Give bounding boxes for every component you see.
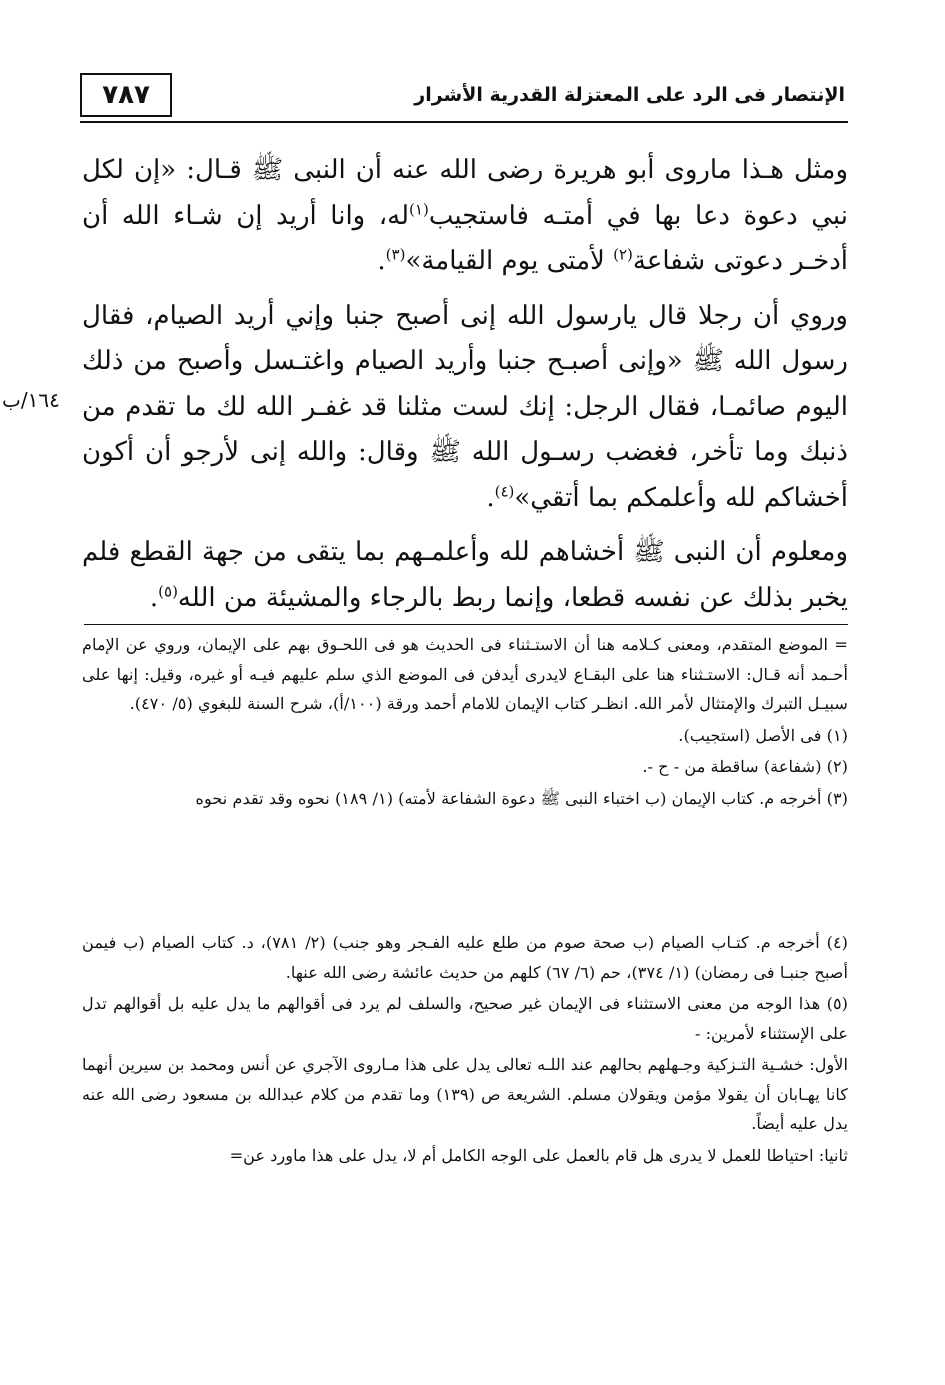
body-paragraph: [82, 148, 848, 285]
footnote: = الموضع المتقدم، ومعنى كـلامه هنا أن الاستـثناء فى الحديث هو فى اللحـوق بهم على الإيمان، وروي عن الإمام أحـمد أنه قـال: الاستـثناء هنا على البقـاع لايدرى أيدفن فى الموضع الذي سلم عليهم فيـه أو غيره، وقيل: إنها على سبيـل التبرك والإمتثال لأمر الله. انظـر كتاب الإيمان للامام أحمد ورقة (١٠٠/أ)، شرح السنة للبغوي (٥/ ٤٧٠).: [82, 635, 848, 713]
body-paragraph: [82, 294, 848, 522]
body-paragraph: [82, 530, 848, 621]
body-text: ومثل هـذا ماروى أبو هريرة رضى الله عنه أن النبى ﷺ قـال: «إن لكل نبي دعوة دعا بها في أمتـه فاستجيب: [82, 155, 848, 231]
footnote-reference: (٣): [385, 245, 406, 264]
body-text: ومعلوم أن النبى ﷺ أخشاهم لله وأعلمـهم بما يتقى من جهة القطع فلم يخبر بذلك عن نفسه قطعا، وإنما ربط بالرجاء والمشيئة من الله: [82, 537, 848, 613]
body-text: لأمتى يوم القيامة»: [405, 246, 614, 276]
body-text: له، وانا أريد إن شـاء الله أن أدخـر دعوتى شفاعة: [82, 200, 848, 276]
footnote: (٢) (شفاعة) ساقطة من - ح -.: [642, 757, 848, 776]
footnote-reference: (٥): [158, 581, 178, 600]
body-text: وروي أن رجلا قال يارسول الله إنى أصبح جنبا وإني أريد الصيام، فقال رسول الله ﷺ «وإنى أصبـح جنبا وأريد الصيام واغتـسل وأصبح من ذلك اليوم صائمـا، فقال الرجل: إنك لست مثلنا قد غفـر الله لك ما تقدم من ذنبك وما تأخر، فغضب رسـول الله ﷺ وقال: والله إنى لأرجو أن أكون أخشاكم لله وأعلمكم بما أتقي»: [82, 300, 848, 513]
footnote-reference: (٢): [613, 245, 633, 264]
main-text: [82, 148, 848, 630]
footnote: (٥) هذا الوجه من معنى الاستثناء فى الإيمان غير صحيح، والسلف لم يرد فى أقوالهم ما يدل عليه بل أقوالهم تدل على الإستثناء لأمرين: -: [82, 994, 848, 1043]
folio-margin-note: ١٦٤/ب: [2, 388, 60, 412]
footnotes-top: [82, 630, 848, 815]
footnote-rule: [84, 624, 848, 625]
body-text: .: [377, 246, 386, 276]
running-title: الإنتصار فى الرد على المعتزلة القدرية الأشرار: [414, 84, 845, 106]
footnote: الأول: خشـية التـزكية وجـهلهم بحالهم عند اللـه تعالى يدل على هذا مـاروى الآجري عن أنس ومحمد بن سيرين أنهما كانا يهـابان أن يقولا مؤمن ويقولان مسلم. الشريعة ص (١٣٩) وما تقدم من كلام عبدالله بن مسعود رضى الله عنه يدل عليه أيضاً.: [82, 1055, 848, 1133]
footnote: (١) فى الأصل (استجيب).: [678, 725, 848, 745]
footnote: (٣) أخرجه م. كتاب الإيمان (ب اختباء النبى ﷺ دعوة الشفاعة لأمته) (١/ ١٨٩) نحوه وقد تقدم نحوه: [195, 788, 848, 808]
body-text: .: [149, 582, 159, 613]
footnote-reference: (١): [409, 199, 429, 218]
footnotes-bottom: [82, 928, 848, 1172]
header-rule: [80, 121, 848, 123]
page-number-text: ٧٨٧: [102, 80, 150, 110]
footnote-reference: (٤): [494, 481, 515, 500]
body-text: .: [486, 482, 495, 513]
footnote: (٤) أخرجه م. كتـاب الصيام (ب صحة صوم من طلع عليه الفـجر وهو جنب) (٢/ ٧٨١)، د. كتاب الصيام (ب فيمن أصبح جنبـا فى رمضان) (١/ ٣٧٤)، حم (٦/ ٦٧) كلهم من حديث عائشة رضى الله عنها.: [82, 933, 848, 982]
footnote: ثانيا: احتياطا للعمل لا يدرى هل قام بالعمل على الوجه الكامل أم لا، يدل على هذا ماورد عن=: [229, 1145, 848, 1165]
page-number: [80, 73, 172, 117]
